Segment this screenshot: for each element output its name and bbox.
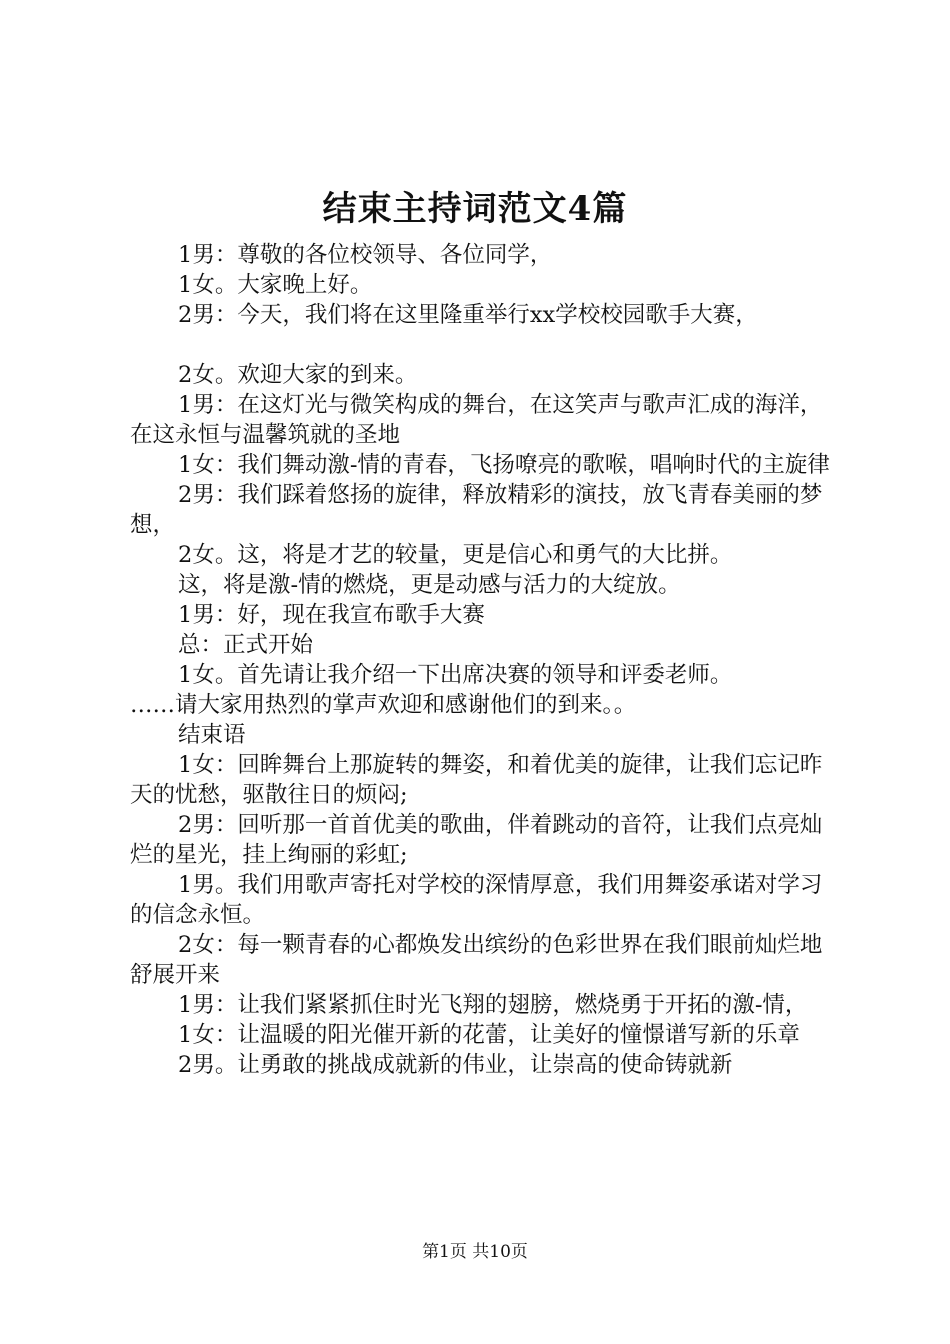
paragraph-3: 2男：今天，我们将在这里隆重举行xx学校校园歌手大赛， bbox=[178, 302, 758, 328]
paragraph-9: 这，将是激-情的燃烧，更是动感与活力的大绽放。 bbox=[178, 572, 681, 598]
paragraph-4: 2女。欢迎大家的到来。 bbox=[178, 362, 418, 388]
paragraph-21: 2男。让勇敢的挑战成就新的伟业，让崇高的使命铸就新 bbox=[178, 1052, 733, 1078]
paragraph-18: 2女：每一颗青春的心都焕发出缤纷的色彩世界在我们眼前灿烂地舒展开来 bbox=[130, 932, 823, 988]
paragraph-10: 1男：好，现在我宣布歌手大赛 bbox=[178, 602, 485, 628]
page-number-footer: 第1页 共10页 bbox=[422, 1242, 528, 1262]
document-title: 结束主持词范文4篇 bbox=[322, 189, 628, 229]
paragraph-1: 1男：尊敬的各位校领导、各位同学， bbox=[178, 242, 553, 268]
paragraph-5: 1男：在这灯光与微笑构成的舞台，在这笑声与歌声汇成的海洋，在这永恒与温馨筑就的圣地 bbox=[130, 392, 823, 448]
paragraph-6: 1女：我们舞动激-情的青春，飞扬嘹亮的歌喉，唱响时代的主旋律 bbox=[178, 452, 830, 478]
paragraph-12: 1女。首先请让我介绍一下出席决赛的领导和评委老师。 bbox=[178, 662, 733, 688]
paragraph-19: 1男：让我们紧紧抓住时光飞翔的翅膀，燃烧勇于开拓的激-情， bbox=[178, 992, 808, 1018]
paragraph-20: 1女：让温暖的阳光催开新的花蕾，让美好的憧憬谱写新的乐章 bbox=[178, 1022, 800, 1048]
paragraph-2: 1女。大家晚上好。 bbox=[178, 272, 373, 298]
paragraph-17: 1男。我们用歌声寄托对学校的深情厚意，我们用舞姿承诺对学习的信念永恒。 bbox=[130, 872, 823, 928]
paragraph-11: 总：正式开始 bbox=[178, 632, 314, 658]
paragraph-14: 结束语 bbox=[178, 722, 246, 748]
paragraph-8: 2女。这，将是才艺的较量，更是信心和勇气的大比拼。 bbox=[178, 542, 733, 568]
paragraph-13: ……请大家用热烈的掌声欢迎和感谢他们的到来。。 bbox=[130, 692, 637, 718]
paragraph-15: 1女：回眸舞台上那旋转的舞姿，和着优美的旋律，让我们忘记昨天的忧愁，驱散往日的烦闷; bbox=[130, 752, 823, 808]
paragraph-7: 2男：我们踩着悠扬的旋律，释放精彩的演技，放飞青春美丽的梦想， bbox=[130, 482, 823, 538]
paragraph-16: 2男：回听那一首首优美的歌曲，伴着跳动的音符，让我们点亮灿烂的星光，挂上绚丽的彩虹; bbox=[130, 812, 823, 868]
document-body bbox=[130, 240, 830, 1080]
